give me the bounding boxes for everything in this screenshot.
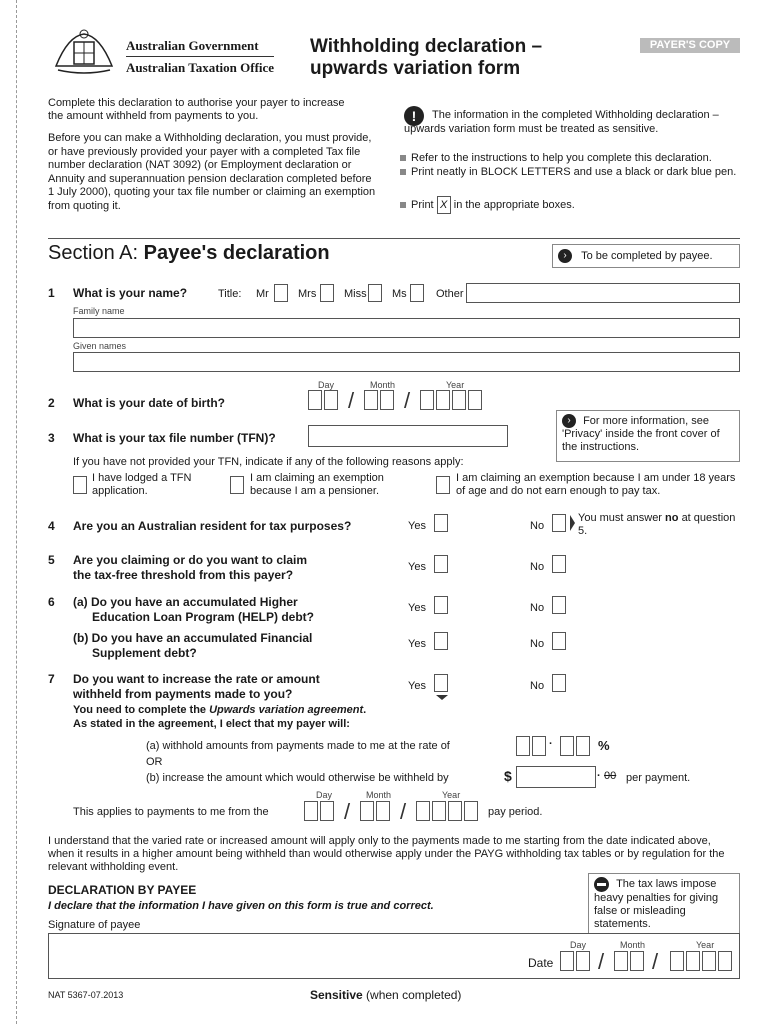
perforation-line [16,0,17,1024]
family-name-label: Family name [73,306,125,316]
period-month-label: Month [366,790,392,800]
penalty-note-box [588,873,740,939]
q6a-yes-checkbox[interactable] [434,596,448,614]
q7-agreement-post: . [363,704,367,716]
q6a-line1: (a) Do you have an accumulated Higher [73,595,298,609]
title-mrs-checkbox[interactable] [320,284,334,302]
dob-year-digit[interactable] [468,390,482,410]
sign-day-digit[interactable] [576,951,590,971]
form-title-line1: Withholding declaration – [310,36,543,57]
form-title-line2: upwards variation form [310,58,521,79]
title-label: Title: [218,288,242,300]
gov-name-line2: Australian Taxation Office [126,60,275,75]
q7-number: 7 [48,672,55,686]
sensitive-footer [310,988,461,1002]
understand-text: I understand that the varied rate or increased amount will apply only to the payments made to me starting from the date indicated above, when it results in a higher amount being withheld than would otherwise apply under the PAYG withholding tax tables or by regulation for the relevant withholding event. [48,835,725,873]
q7-yes-arrow-icon [436,695,448,700]
q4-no-label: No [530,520,545,532]
or-text: OR [146,756,163,768]
q7-text-line2: withheld from payments made to you? [73,687,293,701]
coat-of-arms-logo [48,26,120,78]
q7-yes-label: Yes [408,680,426,692]
q4-number: 4 [48,519,55,533]
q4-note [578,512,738,538]
q5-yes-checkbox[interactable] [434,555,448,573]
dob-day-digit[interactable] [308,390,322,410]
section-a-bold: Payee's declaration [143,242,330,264]
q3-number: 3 [48,431,55,445]
penalty-note-text: The tax laws impose heavy penalties for giving false or misleading statements. [594,878,719,930]
period-year-digit[interactable] [464,801,478,821]
date-separator: / [348,388,355,413]
x-mark-example: X [437,196,451,214]
q6b-yes-label: Yes [408,638,426,650]
q7-agreement-pre: You need to complete the [73,704,207,716]
q5-text-line2: the tax-free threshold from this payer? [73,568,294,582]
tfn-lodged-label: I have lodged a TFN application. [92,472,192,497]
sign-year-digit[interactable] [670,951,684,971]
bullet-3-post: in the appropriate boxes. [453,198,575,211]
date-separator: / [598,949,605,974]
option-a-text: (a) withhold amounts from payments made to me at the rate of [146,740,450,752]
privacy-note-text: For more information, see 'Privacy' inside the front cover of the instructions. [562,414,720,453]
dob-year-digit[interactable] [436,390,450,410]
q4-yes-label: Yes [408,520,426,532]
rate-digit[interactable] [560,736,574,756]
period-year-label: Year [442,790,461,800]
bullet-marker [400,169,406,175]
tfn-pensioner-checkbox[interactable] [230,476,244,494]
q5-number: 5 [48,553,55,567]
q5-text-line1: Are you claiming or do you want to claim [73,553,308,567]
tfn-input[interactable] [308,425,508,447]
declaration-heading: DECLARATION BY PAYEE [48,883,197,897]
sensitive-bold: Sensitive [310,988,363,1002]
date-label: Date [528,956,554,970]
section-a-title [48,242,330,265]
q4-note-pre: You must answer [578,512,662,524]
sign-year-digit[interactable] [702,951,716,971]
sign-month-label: Month [620,940,646,950]
tfn-reasons-intro: If you have not provided your TFN, indicate if any of the following reasons apply: [73,456,464,468]
q6b-no-label: No [530,638,545,650]
q7-yes-checkbox[interactable] [434,674,448,692]
dob-month-digit[interactable] [364,390,378,410]
q4-note-bold: no [665,512,679,524]
q7-stated: As stated in the agreement, I elect that my payer will: [73,718,350,730]
date-separator: / [652,949,659,974]
title-miss-label: Miss [344,288,367,300]
payee-note-box [552,244,740,268]
tfn-pensioner-label: I am claiming an exemption because I am a pensioner. [250,472,384,497]
copy-badge: PAYER'S COPY [640,38,740,53]
period-month-digit[interactable] [376,801,390,821]
q6b-yes-checkbox[interactable] [434,632,448,650]
sign-year-label: Year [696,940,715,950]
given-names-input[interactable] [73,352,740,372]
bullet-marker [400,202,406,208]
q5-yes-label: Yes [408,561,426,573]
dollar-sign: $ [504,768,512,784]
tfn-under18-label: I am claiming an exemption because I am under 18 years of age and do not earn enough to pay tax. [456,472,736,497]
q6a-no-checkbox[interactable] [552,596,566,614]
sign-year-digit[interactable] [718,951,732,971]
sensitive-note: The information in the completed Withholding declaration – upwards variation form must be treated as sensitive. [404,109,719,135]
signature-label: Signature of payee [48,919,141,931]
q6-number: 6 [48,595,55,609]
dob-day-digit[interactable] [324,390,338,410]
q6a-no-label: No [530,602,545,614]
dob-year-digit[interactable] [420,390,434,410]
q4-no-checkbox[interactable] [552,514,566,532]
q4-arrow-icon [570,515,575,531]
sensitive-rest: (when completed) [366,988,462,1002]
bullet-3 [400,196,740,214]
sign-day-digit[interactable] [560,951,574,971]
privacy-note-box [556,410,740,462]
title-ms-checkbox[interactable] [410,284,424,302]
percent-sign: % [598,738,610,753]
period-year-digit[interactable] [448,801,462,821]
q7-no-checkbox[interactable] [552,674,566,692]
date-separator: / [404,388,411,413]
q6b-line1: (b) Do you have an accumulated Financial [73,631,313,645]
intro-para1: Complete this declaration to authorise your payer to increase the amount withheld from payments to you. [48,97,345,122]
rate-digit[interactable] [516,736,530,756]
title-mr-checkbox[interactable] [274,284,288,302]
rate-decimal-point: · [549,738,553,750]
bullet-2 [400,165,740,179]
header-rule [126,56,274,57]
gov-name-line1: Australian Government [126,38,259,53]
amount-cents: 00 [604,770,617,782]
title-ms-label: Ms [392,288,407,300]
pay-period-text: pay period. [488,806,543,818]
q6a-line2: Education Loan Program (HELP) debt? [92,610,315,624]
q4-note-post: at question 5. [578,512,736,537]
q2-text: What is your date of birth? [73,396,225,410]
sign-day-label: Day [570,940,587,950]
amount-decimal-point: · [597,770,601,782]
no-entry-icon [594,877,609,892]
title-miss-checkbox[interactable] [368,284,382,302]
bullet-3-pre: Print [411,198,434,211]
title-other-input[interactable] [466,283,740,303]
declaration-statement: I declare that the information I have given on this form is true and correct. [48,900,434,912]
rate-digit[interactable] [532,736,546,756]
period-month-digit[interactable] [360,801,374,821]
bullet-2-text: Print neatly in BLOCK LETTERS and use a black or dark blue pen. [411,166,737,178]
sign-month-digit[interactable] [614,951,628,971]
period-year-digit[interactable] [416,801,430,821]
bullet-marker [400,155,406,161]
q7-agreement-note [73,704,366,716]
intro-para2: Before you can make a Withholding declaration, you must provide, or have previously provided your payer with a completed Tax file number declaration (NAT 3092) (or Employment declaration or Annuity and superannuation pension declaration completed before 1 July 2000), quoting your tax file number or claiming an exemption from quoting it. [48,132,376,212]
q1-number: 1 [48,286,55,300]
q6b-line2: Supplement debt? [92,646,197,660]
dob-month-label: Month [370,380,396,390]
payee-note-text: To be completed by payee. [581,250,713,262]
dob-year-digit[interactable] [452,390,466,410]
option-b-text: (b) increase the amount which would otherwise be withheld by [146,772,449,784]
form-code: NAT 5367-07.2013 [48,990,124,1000]
q1-text: What is your name? [73,286,188,300]
tfn-under18-checkbox[interactable] [436,476,450,494]
q4-yes-checkbox[interactable] [434,514,448,532]
period-day-label: Day [316,790,333,800]
section-a-rule [48,238,740,239]
arrow-right-icon: › [562,414,576,428]
date-separator: / [344,799,351,824]
sign-month-digit[interactable] [630,951,644,971]
period-day-digit[interactable] [304,801,318,821]
section-a-prefix: Section A: [48,242,139,264]
q7-no-label: No [530,680,545,692]
per-payment-text: per payment. [626,772,691,784]
title-mrs-label: Mrs [298,288,317,300]
q4-text: Are you an Australian resident for tax purposes? [73,519,352,533]
tfn-lodged-checkbox[interactable] [73,476,87,494]
dob-year-label: Year [446,380,465,390]
q6a-yes-label: Yes [408,602,426,614]
q5-no-checkbox[interactable] [552,555,566,573]
q2-number: 2 [48,396,55,410]
family-name-input[interactable] [73,318,740,338]
dob-day-label: Day [318,380,335,390]
title-mr-label: Mr [256,288,269,300]
sign-year-digit[interactable] [686,951,700,971]
bullet-1 [400,151,740,165]
applies-text: This applies to payments to me from the [73,806,269,818]
bullet-1-text: Refer to the instructions to help you complete this declaration. [411,152,712,164]
title-other-label: Other [436,288,464,300]
period-day-digit[interactable] [320,801,334,821]
q5-no-label: No [530,561,545,573]
given-names-label: Given names [73,341,127,351]
arrow-right-icon: › [558,249,572,263]
q7-agreement-italic: Upwards variation agreement [209,704,364,716]
rate-digit[interactable] [576,736,590,756]
q7-text-line1: Do you want to increase the rate or amount [73,672,320,686]
q6b-no-checkbox[interactable] [552,632,566,650]
date-separator: / [400,799,407,824]
warning-icon: ! [404,106,424,126]
q3-text: What is your tax file number (TFN)? [73,431,276,445]
period-year-digit[interactable] [432,801,446,821]
dob-month-digit[interactable] [380,390,394,410]
amount-input[interactable] [516,766,596,788]
